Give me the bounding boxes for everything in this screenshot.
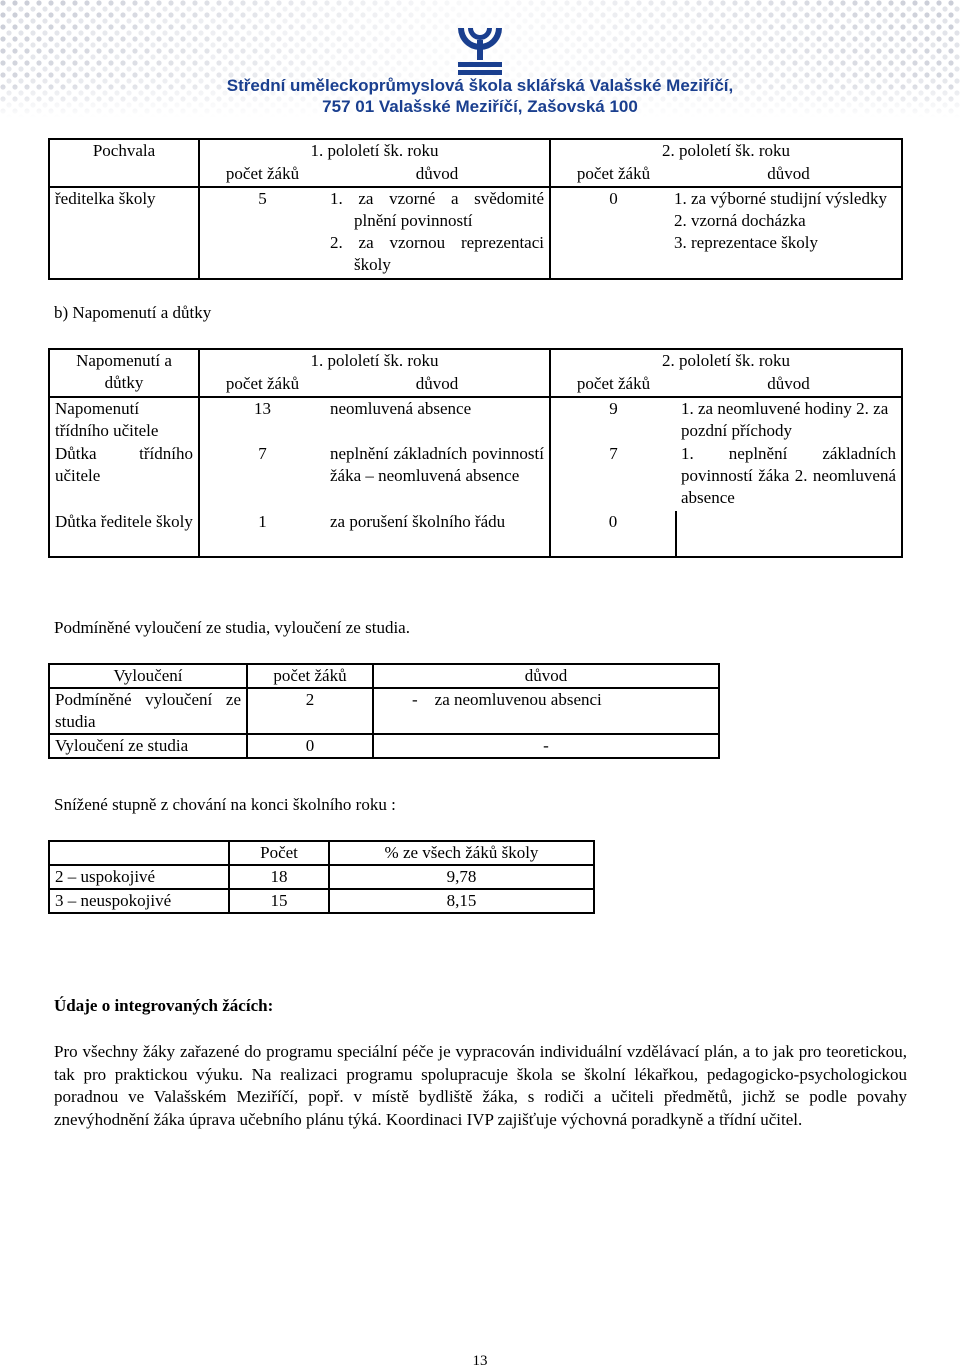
- pochvala-title: Pochvala: [49, 139, 199, 163]
- napomenuti-col-reason-1: důvod: [325, 373, 550, 397]
- row-reason: -: [373, 734, 719, 758]
- pochvala-p1-count: 5: [199, 187, 325, 279]
- pochvala-period2: 2. pololetí šk. roku: [550, 139, 902, 163]
- table-row: [49, 734, 719, 758]
- list-item: 1. za vzorné a svědomité plnění povinností: [330, 189, 544, 230]
- school-logo-icon: [452, 24, 508, 76]
- pochvala-p2-reasons: [676, 187, 902, 279]
- napomenuti-col-count-2: počet žáků: [550, 373, 676, 397]
- list-item: 2. vzorná docházka: [674, 211, 806, 230]
- row-label: Důtka ředitele školy: [49, 511, 199, 557]
- pochvala-period1: 1. pololetí šk. roku: [199, 139, 550, 163]
- p1-reason: neomluvená absence: [325, 397, 550, 443]
- row-label: Vyloučení ze studia: [49, 734, 247, 758]
- vylouceni-header-1: počet žáků: [247, 664, 373, 688]
- vylouceni-table: [48, 663, 720, 759]
- pochvala-empty: [49, 163, 199, 187]
- row-percent: 9,78: [329, 865, 594, 889]
- list-item: 1. za výborné studijní výsledky: [674, 189, 887, 208]
- table-row: [49, 889, 594, 913]
- row-count: 18: [229, 865, 329, 889]
- pochvala-p1-reasons: [325, 187, 550, 279]
- chovani-header-1: Počet: [229, 841, 329, 865]
- row-count: 15: [229, 889, 329, 913]
- school-address: 757 01 Valašské Meziříčí, Zašovská 100: [322, 97, 638, 116]
- chovani-table: [48, 840, 595, 914]
- list-item: 3. reprezentace školy: [674, 233, 818, 252]
- pochvala-table: [48, 138, 903, 280]
- row-label: Napomenutí třídního učitele: [49, 397, 199, 443]
- p2-reason: 1. za neomluvené hodiny 2. za pozdní příchody: [676, 397, 902, 443]
- integrated-heading: Údaje o integrovaných žácích:: [54, 996, 274, 1015]
- p1-count: 7: [199, 443, 325, 511]
- chovani-header-2: % ze všech žáků školy: [329, 841, 594, 865]
- vylouceni-header-2: důvod: [373, 664, 719, 688]
- napomenuti-title: Napomenutí a důtky: [49, 349, 199, 397]
- row-label: 3 – neuspokojivé: [49, 889, 229, 913]
- row-label: 2 – uspokojivé: [49, 865, 229, 889]
- integrated-paragraph: Pro všechny žáky zařazené do programu speciální péče je vypracován individuální vzdělávací plán, a to jak pro teoretickou, tak pro praktickou výuku. Na realizaci programu spolupracuje škola se školní lékařkou, pedagogicko-psychologickou poradnou ve Valašském Meziříčí, popř. v místě bydliště žáka, s rodiči a učiteli předmětů, jichž se podle povahy znevýhodnění žáka úprava učebního plánu týká. Koordinaci IVP zajišťuje výchovná poradkyně a třídní učitel.: [54, 1042, 907, 1129]
- napomenuti-period2: 2. pololetí šk. roku: [550, 349, 902, 373]
- page-header: [0, 0, 960, 118]
- table-row: [49, 511, 902, 557]
- row-percent: 8,15: [329, 889, 594, 913]
- vylouceni-header-0: Vyloučení: [49, 664, 247, 688]
- section-b-heading: b) Napomenutí a důtky: [54, 303, 212, 322]
- napomenuti-table: [48, 348, 903, 558]
- pochvala-col-reason-2: důvod: [676, 163, 902, 187]
- pochvala-row-label: ředitelka školy: [49, 187, 199, 279]
- vylouceni-heading: Podmíněné vyloučení ze studia, vyloučení ze studia.: [54, 618, 410, 637]
- napomenuti-col-reason-2: důvod: [676, 373, 902, 397]
- p2-reason: [676, 511, 902, 557]
- napomenuti-period1: 1. pololetí šk. roku: [199, 349, 550, 373]
- pochvala-col-count-1: počet žáků: [199, 163, 325, 187]
- p2-count: 7: [550, 443, 676, 511]
- school-name: Střední uměleckoprůmyslová škola sklářská Valašské Meziříčí,: [226, 76, 734, 95]
- table-row: [49, 443, 902, 511]
- pochvala-col-count-2: počet žáků: [550, 163, 676, 187]
- p1-reason: za porušení školního řádu: [325, 511, 550, 557]
- row-count: 0: [247, 734, 373, 758]
- list-item: 2. za vzornou reprezentaci školy: [330, 233, 544, 274]
- page-number: 13: [472, 1353, 488, 1369]
- row-label: Podmíněné vyloučení ze studia: [49, 688, 247, 734]
- p2-count: 9: [550, 397, 676, 443]
- table-row: [49, 865, 594, 889]
- row-label: Důtka třídního učitele: [49, 443, 199, 511]
- chovani-heading: Snížené stupně z chování na konci školního roku :: [54, 795, 396, 814]
- p1-reason: neplnění základních povinností žáka – neomluvená absence: [325, 443, 550, 511]
- pochvala-p2-count: 0: [550, 187, 676, 279]
- table-row: [49, 688, 719, 734]
- p2-count: 0: [550, 511, 676, 557]
- p1-count: 1: [199, 511, 325, 557]
- row-reason: - za neomluvenou absenci: [373, 688, 719, 734]
- table-row: [49, 397, 902, 443]
- row-count: 2: [247, 688, 373, 734]
- p2-reason: 1. neplnění základních povinností žáka 2. neomluvená absence: [676, 443, 902, 511]
- pochvala-col-reason-1: důvod: [325, 163, 550, 187]
- p1-count: 13: [199, 397, 325, 443]
- chovani-header-0: [49, 841, 229, 865]
- napomenuti-col-count-1: počet žáků: [199, 373, 325, 397]
